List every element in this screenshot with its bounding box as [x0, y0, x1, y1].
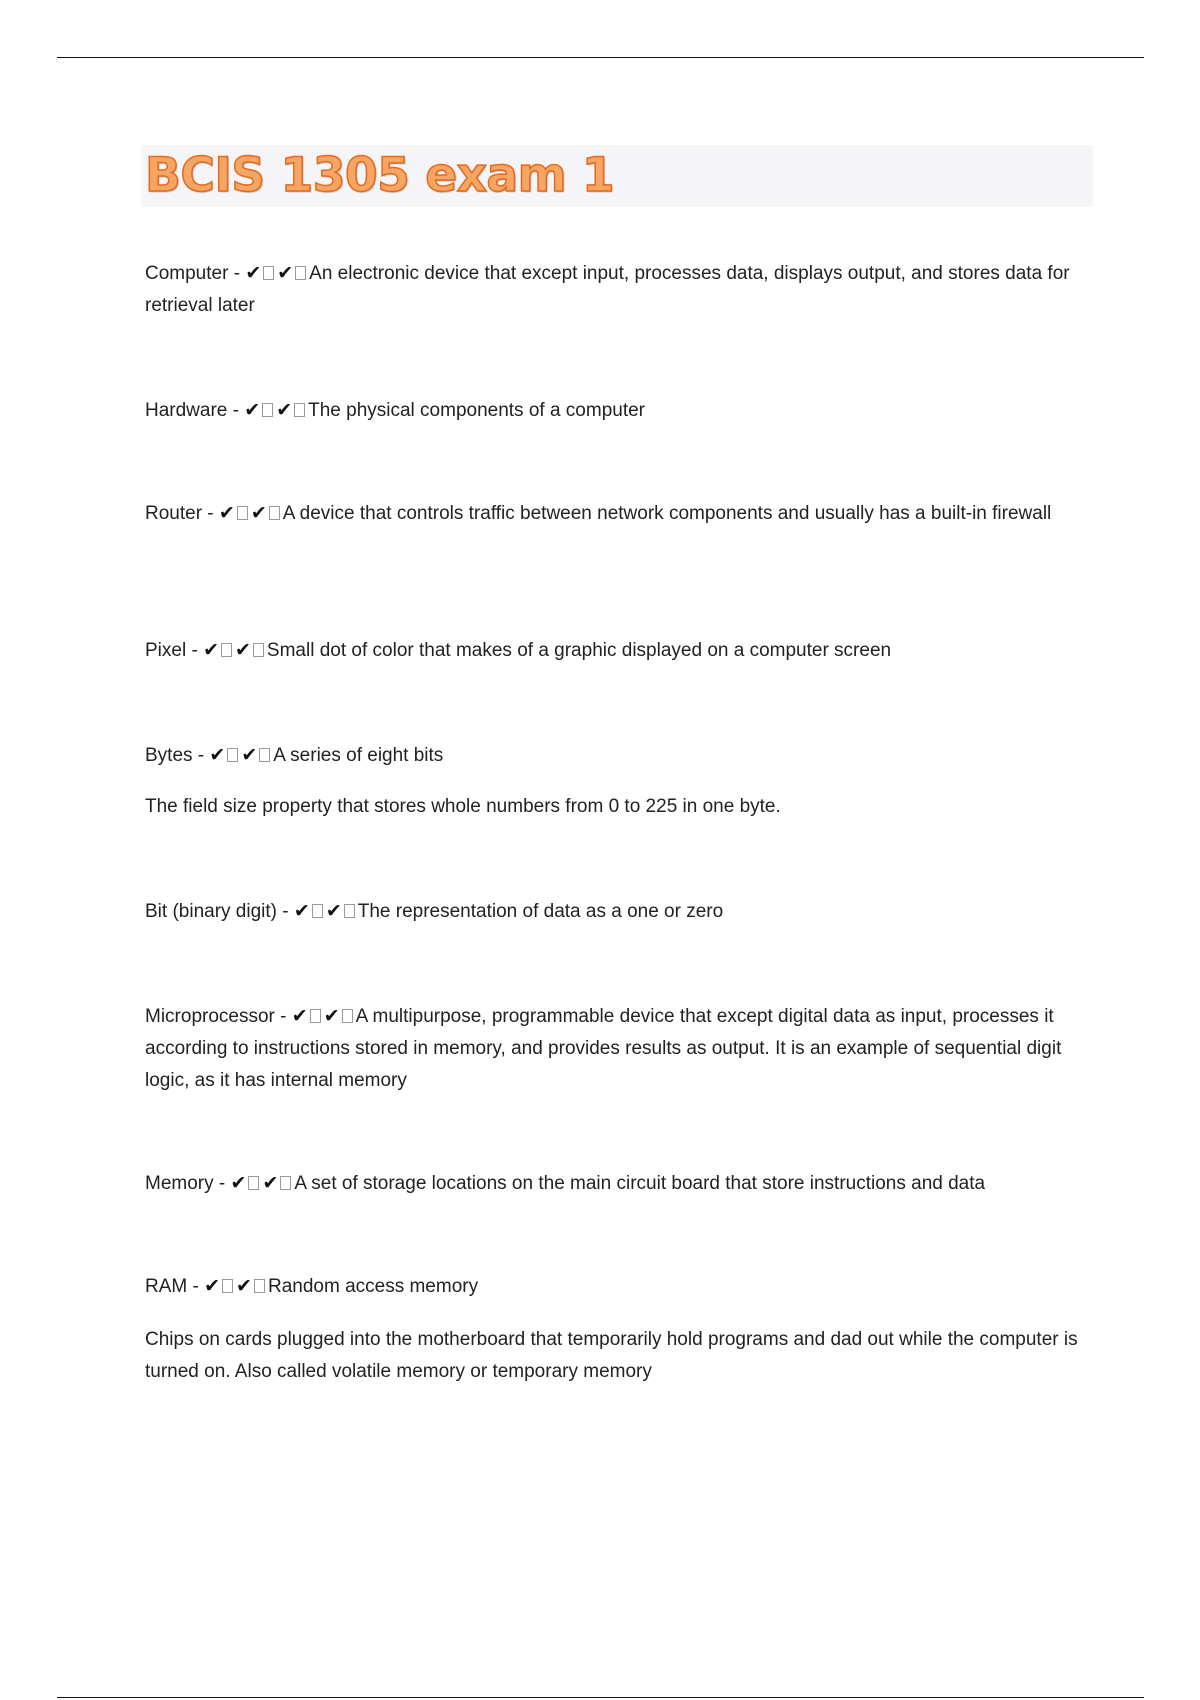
entry-term: Bytes [145, 745, 193, 766]
entry-term: RAM [145, 1276, 188, 1297]
entry-term: Microprocessor [145, 1006, 275, 1027]
entry-definition: The representation of data as a one or zero [357, 901, 724, 922]
box-icon [262, 403, 273, 417]
check-icon: ✔ [323, 1006, 340, 1027]
bottom-rule [57, 1697, 1144, 1698]
entry-definition: A multipurpose, programmable device that except digital data as input, processes it according to instructions stored in memory, and provides results as output. It is an example of sequential digit logic, as it has internal memory [145, 1006, 1062, 1091]
entry-microprocessor: Microprocessor - ✔ ✔ A multipurpose, programmable device that except digital data as input, processes it according to instructions stored in memory, and provides results as output. It is an example of sequential digit logic, as it has internal memory [145, 1006, 1062, 1091]
entry-bit: Bit (binary digit) - ✔ ✔ The representation of data as a one or zero [145, 901, 724, 922]
entry-definition: An electronic device that except input, processes data, displays output, and stores data for retrieval later [145, 263, 1070, 316]
document-title: BCIS 1305 exam 1 [145, 148, 615, 203]
box-icon [263, 266, 274, 280]
box-icon [248, 1176, 259, 1190]
entry-hardware: Hardware - ✔ ✔ The physical components of a computer [145, 400, 646, 421]
check-icon: ✔ [244, 400, 261, 421]
entry-memory: Memory - ✔ ✔ A set of storage locations on the main circuit board that store instructions and data [145, 1173, 986, 1194]
box-icon [254, 1279, 265, 1293]
entry-term: Bit (binary digit) [145, 901, 277, 922]
check-icon: ✔ [262, 1173, 279, 1194]
entry-ram: RAM - ✔ ✔ Random access memory [145, 1276, 479, 1297]
entry-term: Hardware [145, 400, 228, 421]
entry-bytes: Bytes - ✔ ✔ A series of eight bits [145, 745, 444, 766]
title-band [141, 145, 1093, 207]
box-icon [312, 904, 323, 918]
entry-term: Router [145, 503, 203, 524]
check-icon: ✔ [204, 1276, 221, 1297]
entry-definition: Random access memory [267, 1276, 479, 1297]
box-icon [280, 1176, 291, 1190]
entry-ram-extra: Chips on cards plugged into the motherboard that temporarily hold programs and dad out while the computer is turned on. Also called volatile memory or temporary memory [145, 1329, 1078, 1382]
check-icon: ✔ [209, 745, 226, 766]
box-icon [237, 506, 248, 520]
check-icon: ✔ [291, 1006, 308, 1027]
box-icon [259, 748, 270, 762]
entry-bytes-extra: The field size property that stores whole numbers from 0 to 225 in one byte. [145, 796, 781, 817]
box-icon [344, 904, 355, 918]
check-icon: ✔ [245, 263, 262, 284]
box-icon [269, 506, 280, 520]
box-icon [221, 643, 232, 657]
check-icon: ✔ [236, 1276, 252, 1297]
check-icon: ✔ [293, 901, 310, 922]
entry-term: Pixel [145, 640, 187, 661]
box-icon [222, 1279, 233, 1293]
entry-computer: Computer - ✔ ✔ An electronic device that except input, processes data, displays output, and stores data for retrieval later [145, 263, 1070, 316]
entry-pixel: Pixel - ✔ ✔ Small dot of color that makes of a graphic displayed on a computer screen [145, 640, 892, 661]
check-icon: ✔ [230, 1173, 247, 1194]
box-icon [295, 266, 306, 280]
box-icon [342, 1009, 353, 1023]
entry-definition: A set of storage locations on the main circuit board that store instructions and data [294, 1173, 986, 1194]
entry-definition: Small dot of color that makes of a graphic displayed on a computer screen [266, 640, 892, 661]
box-icon [310, 1009, 321, 1023]
check-icon: ✔ [241, 745, 258, 766]
check-icon: ✔ [325, 901, 342, 922]
entry-definition: A series of eight bits [273, 745, 444, 766]
check-icon: ✔ [277, 263, 294, 284]
check-icon: ✔ [235, 640, 251, 661]
entry-definition: The physical components of a computer [308, 400, 646, 421]
check-icon: ✔ [203, 640, 219, 661]
entry-router: Router - ✔ ✔ A device that controls traffic between network components and usually has a built-in firewall [145, 503, 1052, 524]
box-icon [294, 403, 305, 417]
check-icon: ✔ [218, 503, 235, 524]
top-rule [57, 57, 1144, 58]
box-icon [227, 748, 238, 762]
entry-definition: A device that controls traffic between network components and usually has a built-in firewall [282, 503, 1052, 524]
box-icon [253, 643, 264, 657]
check-icon: ✔ [250, 503, 267, 524]
check-icon: ✔ [276, 400, 293, 421]
entry-term: Computer [145, 263, 229, 284]
entry-term: Memory [145, 1173, 214, 1194]
